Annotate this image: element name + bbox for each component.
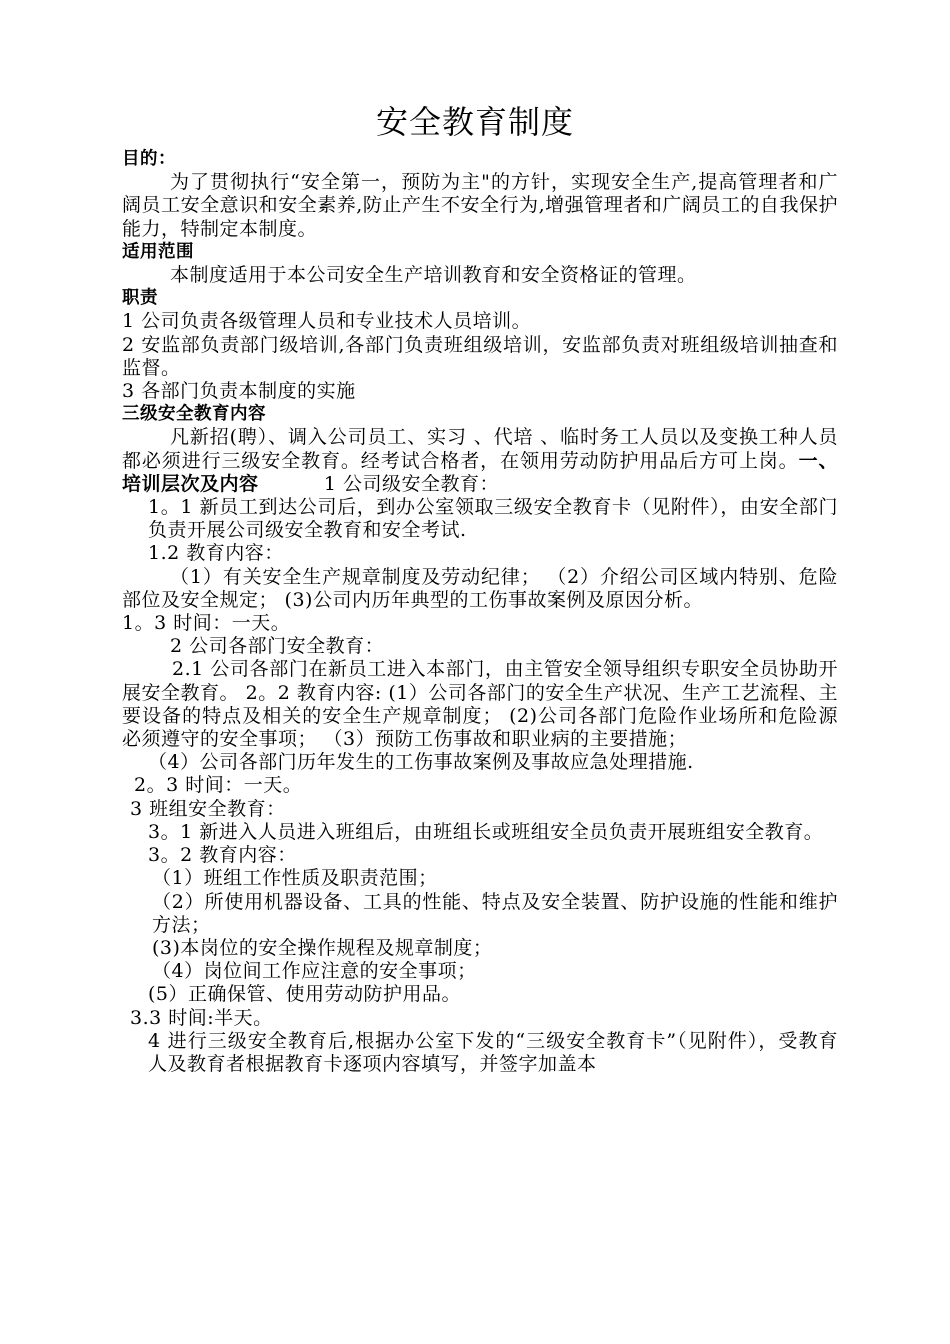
paragraph-4: 4 进行三级安全教育后,根据办公室下发的“三级安全教育卡”（见附件），受教育人及教育者根据教育卡逐项内容填写，并签字加盖本 — [148, 1029, 838, 1075]
team-content-item-1: （1）班组工作性质及职责范围； — [152, 867, 438, 890]
subheading-department-level: 2 公司各部门安全教育： — [170, 635, 385, 658]
document-title: 安全教育制度 — [375, 103, 574, 141]
paragraph-1-1: 1。1 新员工到达公司后，到办公室领取三级安全教育卡（见附件），由安全部门负责开展公司级安全教育和安全考试. — [148, 496, 838, 542]
paragraph-purpose: 为了贯彻执行“安全第一，预防为主"的方针，实现安全生产,提高管理者和广阔员工安全意识和安全素养,防止产生不安全行为,增强管理者和广阔员工的自我保护能力，特制定本制度。 — [122, 171, 838, 240]
team-content-item-2: （2）所使用机器设备、工具的性能、特点及安全装置、防护设施的性能和维护方法； — [152, 890, 838, 936]
paragraph-2-3: 2。3 时间：一天。 — [134, 774, 303, 797]
duty-item-1: 1 公司负责各级管理人员和专业技术人员培训。 — [122, 310, 532, 333]
paragraph-3-1: 3。1 新进入人员进入班组后，由班组长或班组安全员负责开展班组安全教育。 — [148, 820, 824, 843]
paragraph-2-1: 2.1 公司各部门在新员工进入本部门，由主管安全领导组织专职安全员协助开展安全教育。 2。2 教育内容: (1）公司各部门的安全生产状况、生产工艺流程、主要设备的特点及相关的安全生产规章制度； (2)公司各部门危险作业场所和危险源必须遵守的安全事项； （3）预防工伤事故和职业病的主要措施； — [122, 658, 838, 751]
paragraph-three-level — [122, 426, 838, 496]
duty-item-3: 3 各部门负责本制度的实施 — [122, 380, 356, 403]
section-heading-duties: 职责 — [122, 288, 158, 309]
paragraph-scope: 本制度适用于本公司安全生产培训教育和安全资格证的管理。 — [170, 264, 697, 287]
paragraph-three-level-text: 凡新招(聘）、调入公司员工、实习 、代培 、临时务工人员以及变换工种人员都必须进行三级安全教育。经考试合格者，在领用劳动防护用品后方可上岗。 — [122, 426, 838, 472]
subheading-company-level: 1 公司级安全教育： — [323, 472, 500, 495]
section-heading-scope: 适用范围 — [122, 241, 194, 262]
paragraph-2-2-item-4: （4）公司各部门历年发生的工伤事故案例及事故应急处理措施. — [148, 751, 694, 774]
paragraph-3-3: 3.3 时间:半天。 — [130, 1006, 273, 1029]
section-heading-three-level: 三级安全教育内容 — [122, 404, 266, 425]
subheading-team-level: 3 班组安全教育： — [130, 797, 286, 820]
paragraph-1-3: 1。3 时间：一天。 — [122, 612, 291, 635]
team-content-item-5: (5）正确保管、使用劳动防护用品。 — [148, 983, 462, 1006]
paragraph-3-2: 3。2 教育内容： — [148, 844, 297, 867]
subheading-training-levels: 一、 培训层次及内容 — [122, 449, 838, 495]
paragraph-1-2-content: （1）有关安全生产规章制度及劳动纪律； （2）介绍公司区域内特别、危险部位及安全规定； (3)公司内历年典型的工伤事故案例及原因分析。 — [122, 565, 838, 611]
team-content-item-4: （4）岗位间工作应注意的安全事项； — [152, 960, 477, 983]
paragraph-1-2: 1.2 教育内容： — [148, 542, 284, 565]
document-body — [122, 148, 838, 1076]
team-content-item-3: (3)本岗位的安全操作规程及规章制度； — [152, 936, 493, 959]
section-heading-purpose: 目的： — [122, 149, 176, 169]
duty-item-2: 2 安监部负责部门级培训,各部门负责班组级培训，安监部负责对班组级培训抽查和监督。 — [122, 333, 838, 379]
